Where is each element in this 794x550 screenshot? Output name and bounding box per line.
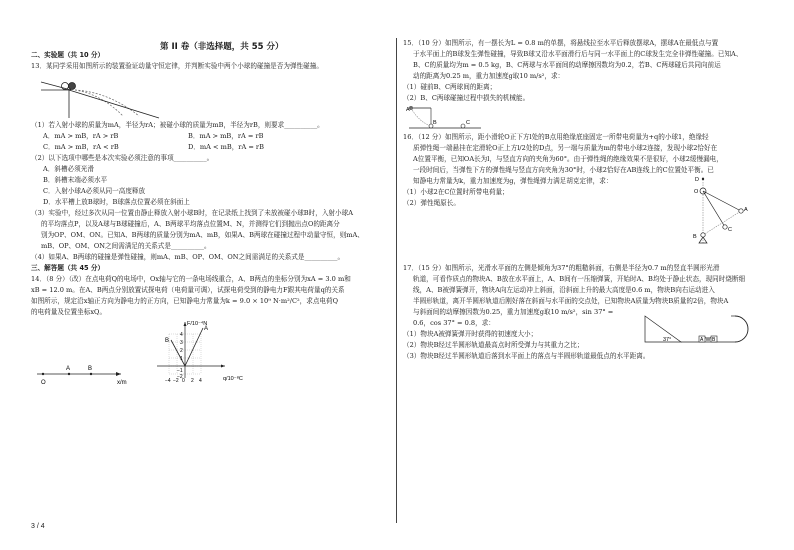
q17-line6: 0.6，cos 37° = 0.8，求： bbox=[413, 319, 495, 327]
section-answer-title: 三、解答题（共 45 分） bbox=[31, 264, 105, 272]
q13-2-option-d: D．水平槽上放B球时，B球落点位置必须在斜面上 bbox=[43, 198, 190, 206]
fig17-label-b: B bbox=[712, 337, 716, 343]
q13-stem: 13．某同学采用如图所示的装置验证动量守恒定律，并判断实验中两个小球的碰撞是否为弹性碰撞。 bbox=[31, 62, 323, 70]
x-axis-label: x/m bbox=[117, 380, 127, 386]
q13-part3-line2: 的平均落点P，以及A球与B球碰撞后，A、B两球平均落点位置M、N，并测得它们到抛出点O的距离分 bbox=[41, 220, 340, 228]
part-title: 第 II 卷（非选择题，共 55 分） bbox=[160, 42, 284, 52]
q14-line1: 14．（8 分）（改）在点电荷Q的电场中，Ox轴与它的一条电场线重合，A、B两点的坐标分别为xA = 3.0 m和 bbox=[31, 275, 351, 283]
fig15-label-b: B bbox=[433, 120, 437, 126]
q16-line2: 质弹性绳一端悬挂在定滑轮O正上方l/2处的D点，另一端与质量为m的带电小球2连接，发现小球2恰好在 bbox=[413, 144, 718, 152]
q15-part2: （2）B、C两球碰撞过程中损失的机械能。 bbox=[403, 94, 530, 102]
graph-x-label: q/10⁻⁸C bbox=[223, 376, 243, 382]
q17-figure bbox=[641, 304, 761, 350]
graph-tick-y: 3 bbox=[180, 340, 183, 346]
q13-2-option-a: A．斜槽必须光滑 bbox=[43, 165, 94, 173]
right-column bbox=[403, 38, 765, 362]
q15-part1: （1）碰前B、C两球间的距离； bbox=[403, 83, 497, 91]
graph-tick-x: −2 bbox=[173, 378, 179, 384]
column-divider bbox=[396, 38, 397, 523]
q13-1-option-d: D．mA < mB，rA = rB bbox=[188, 143, 264, 151]
q17-part2: （2）物块B经过半圆形轨道最高点时所受弹力与其重力之比； bbox=[403, 341, 584, 349]
fig15-label-c: C bbox=[466, 120, 470, 126]
fig16-label-d: D bbox=[695, 177, 699, 183]
fig17-label-a: A bbox=[700, 337, 704, 343]
q14-figure bbox=[31, 318, 391, 390]
graph-tick-y: 1 bbox=[180, 356, 183, 362]
point-b-label: B bbox=[88, 366, 93, 372]
graph-line-a-label: A bbox=[204, 326, 209, 332]
fig16-label-a: A bbox=[744, 207, 748, 213]
graph-tick-x: 0 bbox=[182, 378, 185, 384]
graph-tick-y: −1 bbox=[177, 368, 183, 374]
point-a-label: A bbox=[66, 366, 71, 372]
q14-line2: xB = 12.0 m。在A、B两点分别放置试探电荷（电荷量可调），试探电荷受到的静电力F跟其电荷量q的关系 bbox=[31, 286, 345, 294]
q15-line2: 于水平面上的B球发生弹性碰撞，导致B球又沿水平面滑行后与同一水平面上的C球发生完全非弹性碰撞。已知A、 bbox=[413, 50, 743, 58]
q17-line4: 半圆形轨道，离开半圆形轨道后刚好落在斜面与水平面的交点处，已知物块A质量为物块B质量的2倍，物块A bbox=[413, 297, 729, 305]
q16-line1: 16．（12 分）如图所示，距小滑轮O正下方l处的B点用绝缘底座固定一所带电荷量为+q的小球1，绝缘轻 bbox=[403, 133, 709, 141]
q16-line3: A位置平衡，已知OA长为l，与竖直方向的夹角为60°。由于弹性绳的绝缘效果不是很好，小球2缓慢漏电， bbox=[413, 155, 723, 163]
fig16-label-b: B bbox=[693, 234, 697, 240]
q13-part2: （2）以下选项中哪些是本次实验必须注意的事项__________。 bbox=[31, 154, 214, 162]
graph-line-b-label: B bbox=[165, 338, 170, 344]
q16-part1: （1）小球2在C位置时所带电荷量； bbox=[403, 188, 509, 196]
q16-part2: （2）弹性绳原长。 bbox=[403, 199, 460, 207]
q13-part3-line3: 别为OP、OM、ON。已知A、B两球的质量分别为mA、mB，如果A、B两球在碰撞过程中动量守恒，则mA、 bbox=[41, 231, 364, 239]
section-experiment-title: 二、实验题（共 10 分） bbox=[31, 51, 105, 59]
q17-part1: （1）物块A被弹簧弹开时获得的初速度大小； bbox=[403, 330, 538, 338]
q13-1-option-a: A．mA > mB，rA > rB bbox=[43, 132, 119, 140]
q13-1-option-c: C．mA > mB，rA < rB bbox=[43, 143, 119, 151]
fig17-angle-label: 37° bbox=[663, 337, 672, 343]
q17-line5: 与斜面间的动摩擦因数为0.25，重力加速度g取10 m/s²，sin 37° = bbox=[413, 308, 614, 316]
q13-apparatus-figure bbox=[39, 72, 169, 120]
q15-line4: 动的距离为0.25 m，重力加速度g取10 m/s²，求： bbox=[413, 72, 565, 80]
q17-line3: 线，A、B被弹簧弹开，物块A向左运动冲上斜面，沿斜面上升的最大高度是0.6 m，物块B向右运动进入 bbox=[413, 286, 715, 294]
q16-figure bbox=[681, 173, 761, 249]
graph-tick-y: 2 bbox=[180, 348, 183, 354]
q13-part3-line4: mB、OP、OM、ON之间需满足的关系式是__________。 bbox=[41, 242, 211, 250]
graph-tick-x: 2 bbox=[191, 378, 194, 384]
q13-2-option-c: C．入射小球A必须从同一高度释放 bbox=[43, 187, 146, 195]
fig16-label-c: C bbox=[728, 227, 732, 233]
point-o-label: O bbox=[41, 380, 46, 386]
fig16-label-o: O bbox=[694, 189, 699, 195]
q13-1-option-b: B．mA > mB，rA = rB bbox=[188, 132, 264, 140]
q13-2-option-b: B．斜槽末端必须水平 bbox=[43, 176, 108, 184]
q15-line1: 15．（10 分）如图所示，有一摆长为L = 0.8 m的单摆，将悬线拉至水平后释放摆球A，摆球A在最低点与置 bbox=[403, 39, 719, 47]
q14-line3: 如图所示，规定沿x轴正方向为静电力的正方向，已知静电力常量为k = 9.0 × 10⁹ N·m²/C²，求点电荷Q bbox=[31, 297, 339, 305]
graph-tick-x: −4 bbox=[165, 378, 171, 384]
q17-part3: （3）物块B经过半圆形轨道后落到水平面上的落点与半圆形轨道最低点的水平距离。 bbox=[403, 352, 650, 360]
q16-line4: 一段时间后，当弹性下方的弹性绳与竖直方向夹角为30°时，小球2恰好在AB连线上的C位置处平衡。已 bbox=[413, 166, 714, 174]
q13-part4: （4）如果A、B两球的碰撞是弹性碰撞，则mA、mB、OP、OM、ON之间需满足的关系式是__________。 bbox=[31, 253, 345, 261]
graph-tick-x: 4 bbox=[199, 378, 202, 384]
q13-part1: （1）若入射小球的质量为mA，半径为rA；被碰小球的质量为mB，半径为rB，则要求__________。 bbox=[31, 121, 324, 129]
page-number: 3 / 4 bbox=[31, 523, 45, 530]
graph-y-label: F/10⁻⁴N bbox=[187, 321, 208, 327]
q14-line4: 的电荷量及位置坐标xQ。 bbox=[31, 308, 107, 316]
graph-tick-y: 4 bbox=[180, 332, 183, 338]
q17-line2: 轨道，可看作质点的物块A、B放在水平面上，A、B间有一压缩弹簧，开始时A、B均处于静止状态，现同时烧断细 bbox=[413, 275, 746, 283]
q16-line5: 知静电力常量为k，重力加速度为g，弹性绳弹力满足胡克定律，求： bbox=[413, 177, 613, 185]
q15-line3: B、C的质量均为m = 0.5 kg，B、C两球与水平面间的动摩擦因数均为0.2，若B、C两球碰后共同向前运 bbox=[413, 61, 721, 69]
q13-part3-line1: （3）实验中，经过多次从同一位置由静止释放入射小球B时，在记录纸上找到了未放被碰小球B时，入射小球A bbox=[31, 209, 353, 217]
fig15-label-a: A bbox=[406, 107, 410, 113]
q17-line1: 17．（15 分）如图所示，光滑水平面的左侧是倾角为37°的粗糙斜面，右侧是半径为0.7 m的竖直半圆形光滑 bbox=[403, 264, 720, 272]
q15-pendulum-figure bbox=[405, 104, 485, 132]
left-column bbox=[31, 38, 391, 390]
graph-tick-y: −2 bbox=[177, 374, 183, 380]
